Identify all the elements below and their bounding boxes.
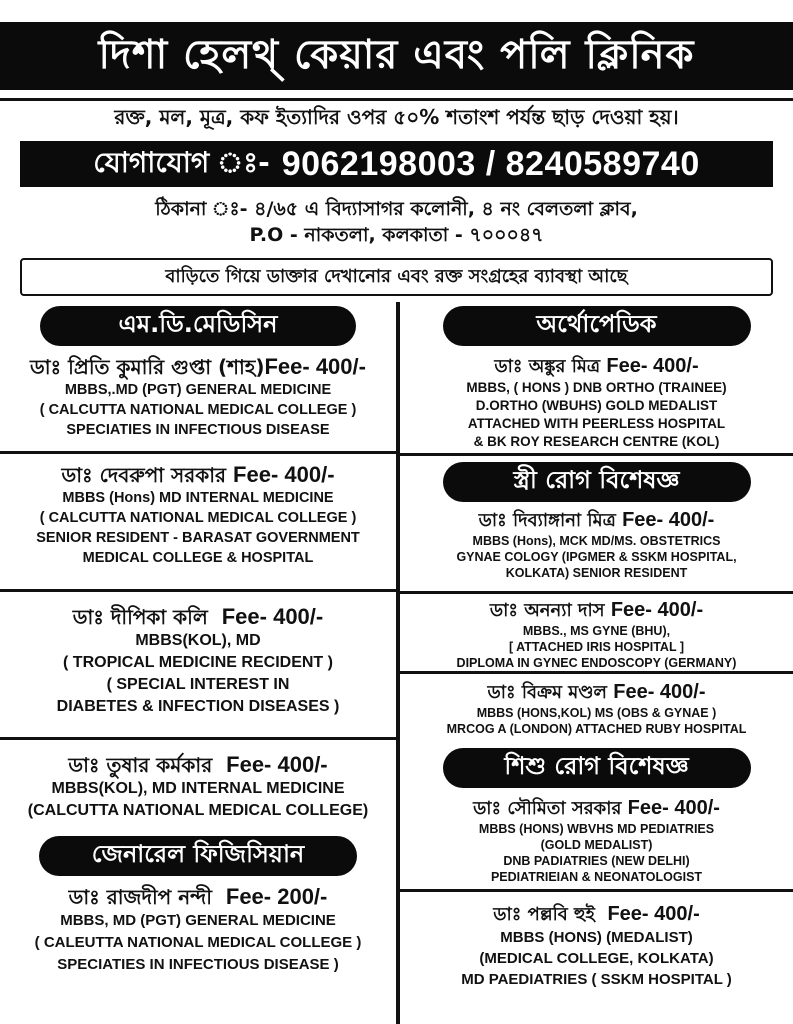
- contact-bar: [20, 141, 773, 187]
- right-column: [400, 302, 793, 1002]
- section-heading-pediatric: শিশু রোগ বিশেষজ্ঞ: [443, 748, 751, 788]
- doctor-name: ডাঃ রাজদীপ নন্দী: [68, 885, 212, 909]
- doctor-name-line: [400, 354, 793, 379]
- doctor-card: [400, 502, 793, 594]
- home-service-notice: বাড়িতে গিয়ে ডাক্তার দেখানোর এবং রক্ত সংগ্রহের ব্যাবস্থা আছে: [20, 258, 773, 296]
- doctor-qualification: MBBS (Hons) MD INTERNAL MEDICINE: [62, 490, 334, 506]
- doctor-qualification: MBBS, MD (PGT) GENERAL MEDICINE: [60, 912, 336, 929]
- doctor-fee: Fee- 400/-: [606, 355, 699, 377]
- doctor-name-line: [400, 598, 793, 623]
- doctor-qualification: (MEDICAL COLLEGE, KOLKATA): [479, 950, 714, 967]
- left-column: [0, 302, 396, 986]
- doctor-qualification: PEDIATRIEIAN & NEONATOLOGIST: [490, 870, 703, 884]
- doctor-card: [400, 788, 793, 892]
- doctor-qualification: ATTACHED WITH PEERLESS HOSPITAL: [467, 416, 726, 431]
- doctor-name: ডাঃ পল্লবি হুই: [493, 904, 595, 925]
- doctor-name: ডাঃ অঙ্কুর মিত্র: [494, 356, 601, 377]
- section-heading-general-physician: জেনারেল ফিজিসিয়ান: [39, 836, 357, 876]
- doctor-fee: Fee- 400/-: [613, 681, 706, 703]
- doctor-card: [0, 454, 396, 592]
- doctor-fee: Fee- 400/-: [627, 797, 720, 819]
- doctor-qualification: (CALCUTTA NATIONAL MEDICAL COLLEGE): [27, 802, 369, 819]
- doctor-qualification: MBBS (HONS) WBVHS MD PEDIATRIES: [478, 822, 715, 836]
- doctor-qualification: GYNAE COLOGY (IPGMER & SSKM HOSPITAL,: [456, 550, 737, 564]
- doctor-name: ডাঃ প্রিতি কুমারি গুপ্তা (শাহ): [30, 355, 265, 379]
- doctor-card: [400, 594, 793, 674]
- doctor-fee: Fee- 400/-: [221, 604, 324, 629]
- doctor-card: [0, 592, 396, 740]
- doctor-fee: Fee- 400/-: [607, 903, 700, 925]
- doctor-fee: Fee- 400/-: [233, 462, 335, 487]
- discount-notice: রক্ত, মল, মূত্র, কফ ইত্যাদির ওপর ৫০% শতাংশ পর্যন্ত ছাড় দেওয়া হয়।: [0, 98, 793, 138]
- doctor-qualification: MEDICAL COLLEGE & HOSPITAL: [82, 550, 314, 566]
- doctor-qualification: MRCOG A (LONDON) ATTACHED RUBY HOSPITAL: [446, 722, 747, 736]
- address-line-1: ঠিকানা ঃ- ৪/৬৫ এ বিদ্যাসাগর কলোনী, ৪ নং বেলতলা ক্লাব,: [155, 198, 638, 220]
- doctor-name: ডাঃ দীপিকা কলি: [72, 605, 208, 629]
- doctor-name: ডাঃ তুষার কর্মকার: [68, 753, 213, 777]
- contact-numbers: 9062198003 / 8240589740: [281, 144, 700, 183]
- doctor-qualification: MBBS (Hons), MCK MD/MS. OBSTETRICS: [472, 534, 721, 548]
- doctor-qualification: MBBS,.MD (PGT) GENERAL MEDICINE: [64, 382, 332, 398]
- doctor-qualification: MBBS, ( HONS ) DNB ORTHO (TRAINEE): [466, 380, 727, 395]
- doctor-qualification: KOLKATA) SENIOR RESIDENT: [505, 566, 688, 580]
- address: [0, 196, 793, 248]
- doctor-name-line: [0, 354, 396, 380]
- doctor-card: [400, 346, 793, 456]
- doctor-qualification: DIPLOMA IN GYNEC ENDOSCOPY (GERMANY): [456, 656, 737, 670]
- doctor-fee: Fee- 400/-: [226, 752, 328, 777]
- clinic-title: দিশা হেলথ্ কেয়ার এবং পলি ক্লিনিক: [0, 22, 793, 90]
- doctor-qualification: ( CALEUTTA NATIONAL MEDICAL COLLEGE ): [34, 934, 362, 951]
- doctor-qualification: ( SPECIAL INTEREST IN: [106, 676, 290, 693]
- doctor-card: [400, 892, 793, 1002]
- doctor-fee: Fee- 400/-: [622, 509, 715, 531]
- doctor-card: [0, 346, 396, 454]
- doctor-name: ডাঃ অনন্যা দাস: [489, 600, 605, 621]
- doctor-name: ডাঃ দিব্যাঙ্গানা মিত্র: [478, 510, 616, 531]
- doctor-name: ডাঃ দেবরুপা সরকার: [61, 463, 227, 487]
- doctor-card: [0, 740, 396, 834]
- doctor-qualification: [ ATTACHED IRIS HOSPITAL ]: [509, 640, 684, 654]
- address-line-2: P.O - নাকতলা, কলকাতা - ৭০০০৪৭: [249, 224, 544, 246]
- doctor-qualification: & BK ROY RESEARCH CENTRE (KOL): [473, 434, 720, 449]
- doctor-qualification: MBBS (HONS,KOL) MS (OBS & GYNAE ): [476, 706, 717, 720]
- doctor-qualification: DNB PADIATRIES (NEW DELHI): [503, 854, 690, 868]
- doctor-qualification: D.ORTHO (WBUHS) GOLD MEDALIST: [475, 398, 718, 413]
- doctor-name: ডাঃ বিক্রম মণ্ডল: [487, 682, 607, 703]
- doctor-qualification: MBBS (HONS) (MEDALIST): [500, 929, 693, 946]
- doctor-name-line: [0, 604, 396, 630]
- section-heading-orthopedic: অর্থোপেডিক: [443, 306, 751, 346]
- doctor-qualification: ( CALCUTTA NATIONAL MEDICAL COLLEGE ): [39, 510, 357, 526]
- doctor-qualification: MBBS(KOL), MD: [135, 632, 261, 649]
- doctor-qualification: SPECIATIES IN INFECTIOUS DISEASE: [66, 422, 330, 438]
- doctor-name-line: [400, 902, 793, 927]
- doctor-card: [400, 674, 793, 746]
- doctor-name-line: [0, 462, 396, 488]
- doctor-qualification: MBBS(KOL), MD INTERNAL MEDICINE: [51, 780, 345, 797]
- section-heading-gynecology: স্ত্রী রোগ বিশেষজ্ঞ: [443, 462, 751, 502]
- doctor-fee: Fee- 200/-: [225, 884, 328, 909]
- doctor-name-line: [0, 752, 396, 778]
- doctor-fee: Fee- 400/-: [610, 599, 704, 621]
- section-heading-medicine: এম.ডি.মেডিসিন: [40, 306, 356, 346]
- doctor-qualification: (GOLD MEDALIST): [540, 838, 653, 852]
- doctor-qualification: DIABETES & INFECTION DISEASES ): [56, 698, 340, 715]
- doctor-qualification: SENIOR RESIDENT - BARASAT GOVERNMENT: [36, 530, 360, 546]
- doctor-name-line: [400, 680, 793, 705]
- doctor-qualification: MBBS., MS GYNE (BHU),: [522, 624, 671, 638]
- contact-label: যোগাযোগ ঃ-: [93, 145, 270, 179]
- doctor-fee: Fee- 400/-: [264, 354, 366, 379]
- doctor-card: [0, 876, 396, 986]
- doctor-name-line: [400, 508, 793, 533]
- doctor-name-line: [0, 884, 396, 910]
- doctor-qualification: SPECIATIES IN INFECTIOUS DISEASE ): [57, 956, 339, 973]
- doctor-qualification: ( CALCUTTA NATIONAL MEDICAL COLLEGE ): [39, 402, 357, 418]
- doctor-name: ডাঃ সৌমিতা সরকার: [473, 798, 622, 819]
- doctor-qualification: MD PAEDIATRIES ( SSKM HOSPITAL ): [461, 971, 732, 988]
- doctor-name-line: [400, 796, 793, 821]
- doctor-qualification: ( TROPICAL MEDICINE RECIDENT ): [63, 654, 333, 671]
